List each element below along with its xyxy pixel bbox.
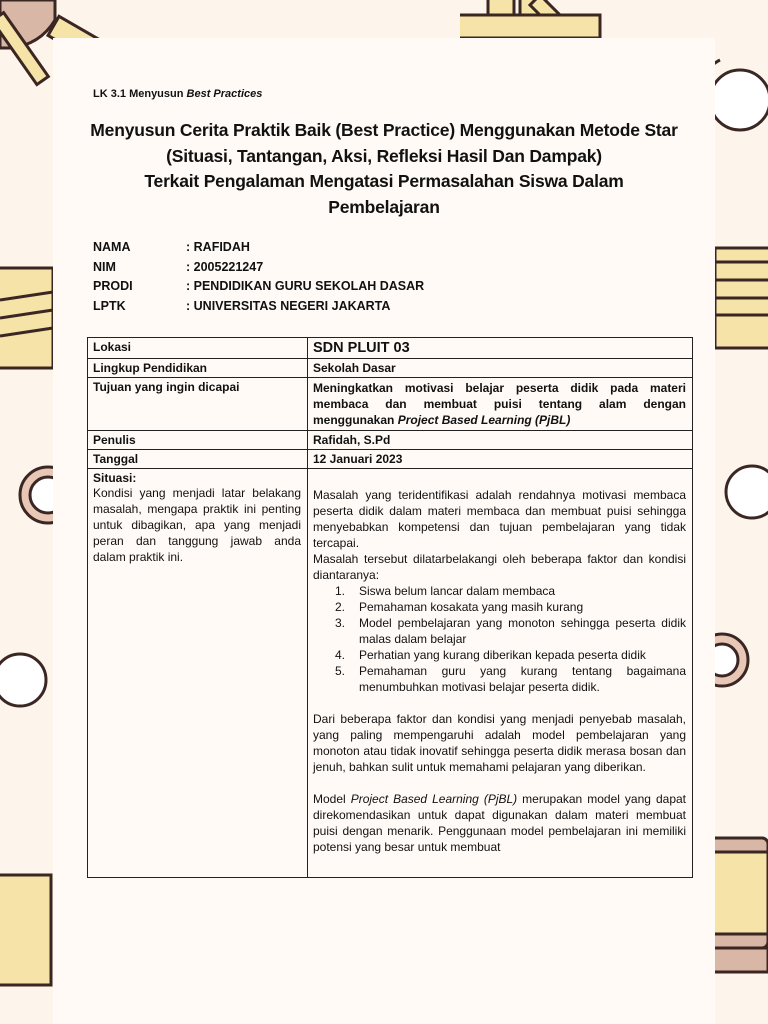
lingkup-value: Sekolah Dasar (308, 359, 693, 378)
identity-key: NIM (93, 259, 116, 274)
list-item: 5. Pemahaman guru yang kurang tentang bagaimana menumbuhkan motivasi belajar peserta didik. (335, 664, 686, 694)
best-practice-table (87, 337, 693, 878)
tanggal-value: 12 Januari 2023 (308, 450, 693, 469)
identity-row (93, 260, 424, 280)
table-row (88, 469, 693, 878)
situasi-paragraph: Masalah tersebut dilatarbelakangi oleh beberapa faktor dan kondisi diantaranya: (313, 552, 686, 582)
identity-key: LPTK (93, 298, 126, 313)
identity-row (93, 240, 424, 260)
identity-value: : 2005221247 (186, 259, 264, 274)
identity-block (93, 240, 424, 318)
document-title (80, 118, 688, 220)
title-line: (Situasi, Tantangan, Aksi, Refleksi Hasil Dan Dampak) (166, 145, 602, 166)
table-row (88, 378, 693, 431)
situasi-content (308, 469, 693, 878)
situasi-paragraph: Dari beberapa faktor dan kondisi yang menjadi penyebab masalah, yang paling mempengaruhi adalah model pembelajaran yang monoton atau tidak inovatif sehingga peserta didik merasa bosan dan jenuh, bahkan sulit untuk memahami pelajaran yang diberikan. (313, 712, 686, 774)
identity-key: PRODI (93, 279, 133, 293)
situasi-paragraph: Masalah yang teridentifikasi adalah rendahnya motivasi membaca peserta didik dalam materi membaca dan membuat puisi sehingga menyebabkan kompetensi dan tujuan pembelajaran yang tidak tercapai. (313, 488, 686, 550)
identity-key: NAMA (93, 240, 131, 254)
list-item: 2. Pemahaman kosakata yang masih kurang (335, 600, 584, 614)
situasi-description: Kondisi yang menjadi latar belakang masalah, mengapa praktik ini penting untuk dibagikan, apa yang menjadi peran dan tanggung jawab anda dalam praktik ini. (93, 486, 301, 564)
situasi-cell (88, 469, 308, 878)
table-row (88, 450, 693, 469)
lokasi-value: SDN PLUIT 03 (308, 338, 693, 359)
worksheet-label: LK 3.1 Menyusun Best Practices (93, 88, 263, 100)
table-row (88, 431, 693, 450)
penulis-value: Rafidah, S.Pd (308, 431, 693, 450)
penulis-label: Penulis (88, 431, 308, 450)
identity-value: : RAFIDAH (186, 240, 250, 254)
title-line: Terkait Pengalaman Mengatasi Permasalahan Siswa Dalam (144, 171, 624, 191)
title-line: Menyusun Cerita Praktik Baik (Best Practice) Menggunakan Metode Star (90, 120, 678, 140)
tanggal-label: Tanggal (88, 450, 308, 469)
lokasi-label: Lokasi (88, 338, 308, 359)
situasi-paragraph: Model Project Based Learning (PjBL) merupakan model yang dapat direkomendasikan untuk dapat digunakan dalam materi membuat puisi dengan menarik. Penggunaan model pembelajaran ini memiliki potensi yang besar untuk membuat (313, 792, 686, 854)
situasi-label: Situasi: (93, 471, 137, 485)
table-row (88, 359, 693, 378)
lingkup-label: Lingkup Pendidikan (88, 359, 308, 378)
factor-list (313, 583, 686, 695)
identity-row (93, 279, 424, 299)
table-row (88, 338, 693, 359)
tujuan-value: Meningkatkan motivasi belajar peserta didik pada materi membaca dan membuat puisi tentang alam dengan menggunakan Project Based Learning (PjBL) (308, 378, 693, 431)
list-item: 4. Perhatian yang kurang diberikan kepada peserta didik (335, 648, 646, 662)
identity-row (93, 299, 424, 319)
identity-value: : UNIVERSITAS NEGERI JAKARTA (186, 298, 391, 313)
identity-value: : PENDIDIKAN GURU SEKOLAH DASAR (186, 279, 425, 293)
list-item: 3. Model pembelajaran yang monoton sehingga peserta didik malas dalam belajar (335, 616, 686, 646)
list-item: 1. Siswa belum lancar dalam membaca (335, 584, 556, 598)
tujuan-label: Tujuan yang ingin dicapai (88, 378, 308, 431)
title-line: Pembelajaran (328, 196, 440, 217)
